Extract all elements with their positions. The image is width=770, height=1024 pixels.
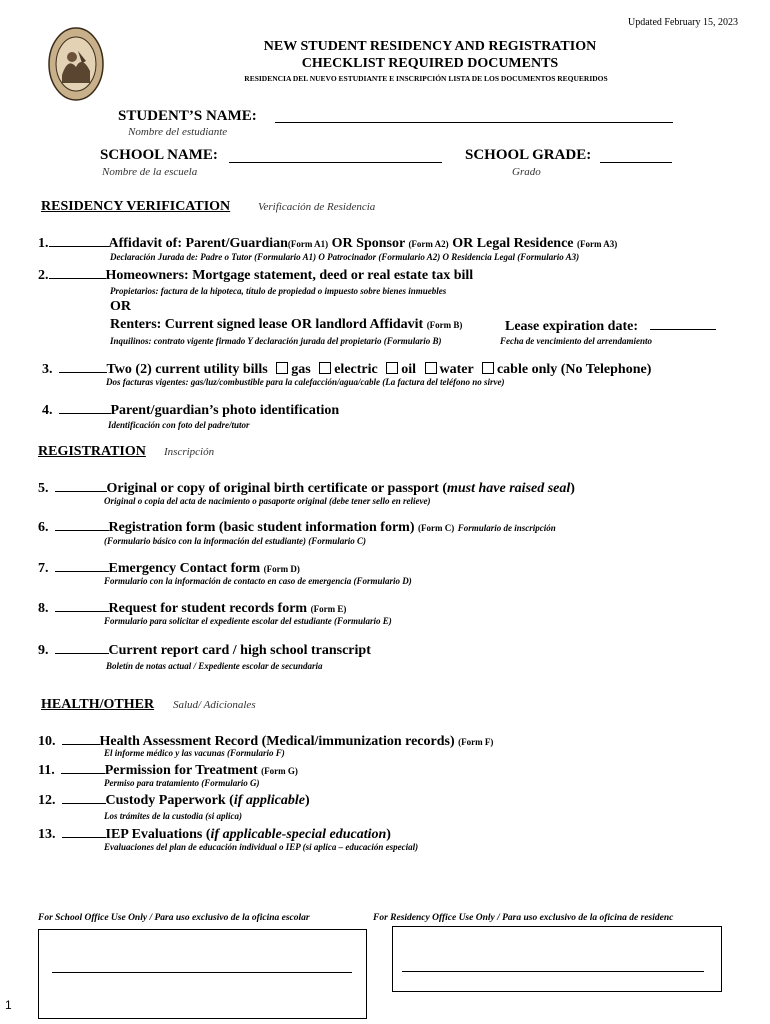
item-9-es: Boletín de notas actual / Expediente escolar de secundaria	[106, 661, 323, 671]
water-checkbox[interactable]	[425, 362, 437, 374]
health-heading: HEALTH/OTHER	[41, 697, 155, 712]
item-3-blank[interactable]	[59, 360, 107, 373]
item-1-blank[interactable]	[49, 234, 109, 247]
item-2-es: Propietarios: factura de la hipoteca, título de propiedad o impuesto sobre bienes inmuebles	[110, 286, 447, 296]
school-name-field[interactable]	[229, 162, 442, 163]
item-10-es: El informe médico y las vacunas (Formulario F)	[104, 748, 285, 758]
title-line-1: NEW STUDENT RESIDENCY AND REGISTRATION	[263, 39, 597, 54]
item-7-blank[interactable]	[55, 559, 109, 572]
item-12-es: Los trámites de la custodia (si aplica)	[104, 811, 242, 821]
residency-office-signature-line[interactable]	[402, 971, 704, 972]
item-3: 3. Two (2) current utility bills gas electric oil water cable only (No Telephone)	[42, 362, 652, 377]
renters-line: Renters: Current signed lease OR landlord Affidavit (Form B)	[110, 317, 463, 332]
updated-date: Updated February 15, 2023	[628, 17, 738, 28]
item-13: 13. IEP Evaluations (if applicable-special education)	[38, 827, 391, 842]
item-7-es: Formulario con la información de contacto en caso de emergencia (Formulario D)	[104, 576, 412, 586]
item-6-es: (Formulario básico con la información del estudiante) (Formulario C)	[104, 536, 367, 546]
page-number: 1	[5, 998, 12, 1012]
item-11-es: Permiso para tratamiento (Formulario G)	[104, 778, 260, 788]
item-5-blank[interactable]	[55, 479, 107, 492]
item-5: 5. Original or copy of original birth certificate or passport (must have raised seal)	[38, 481, 575, 496]
item-4-blank[interactable]	[59, 401, 111, 414]
item-13-blank[interactable]	[62, 825, 106, 838]
item-10-blank[interactable]	[62, 732, 100, 745]
registration-heading: REGISTRATION	[38, 444, 146, 459]
lease-es: Fecha de vencimiento del arrendamiento	[500, 336, 652, 346]
cable-checkbox[interactable]	[482, 362, 494, 374]
school-office-label: For School Office Use Only / Para uso exclusivo de la oficina escolar	[38, 913, 310, 923]
item-4-es: Identificación con foto del padre/tutor	[108, 420, 250, 430]
registration-heading-es: Inscripción	[164, 446, 215, 458]
item-7: 7. Emergency Contact form (Form D)	[38, 561, 300, 576]
residency-heading: RESIDENCY VERIFICATION	[41, 199, 231, 214]
item-8-es: Formulario para solicitar el expediente escolar del estudiante (Formulario E)	[104, 616, 392, 626]
electric-checkbox[interactable]	[319, 362, 331, 374]
title-spanish: RESIDENCIA DEL NUEVO ESTUDIANTE E INSCRIPCIÓN LISTA DE LOS DOCUMENTOS REQUERIDOS	[244, 74, 608, 83]
lease-expiration-label: Lease expiration date:	[505, 317, 716, 335]
lease-expiration-field[interactable]	[650, 317, 716, 330]
item-9-blank[interactable]	[55, 641, 109, 654]
item-3-es: Dos facturas vigentes: gas/luz/combustible para la calefacción/agua/cable (La factura del teléfono no sirve)	[106, 377, 505, 387]
school-office-signature-line[interactable]	[52, 972, 352, 973]
item-6-blank[interactable]	[55, 518, 109, 531]
item-11-blank[interactable]	[61, 761, 105, 774]
item-1-es: Declaración Jurada de: Padre o Tutor (Formulario A1) O Patrocinador (Formulario A2) O Residencia Legal (Formulario A3)	[110, 252, 580, 262]
school-grade-field[interactable]	[600, 162, 672, 163]
item-8-blank[interactable]	[55, 599, 109, 612]
item-9: 9. Current report card / high school transcript	[38, 643, 371, 658]
or-label: OR	[110, 299, 131, 314]
item-4: 4. Parent/guardian’s photo identification	[42, 403, 340, 418]
school-name-label: SCHOOL NAME:	[100, 147, 218, 163]
item-6: 6. Registration form (basic student information form) (Form C) Formulario de inscripción	[38, 520, 556, 535]
item-5-es: Original o copia del acta de nacimiento o pasaporte original (debe tener sello en relieve)	[104, 496, 431, 506]
item-13-es: Evaluaciones del plan de educación individual o IEP (si aplica – educación especial)	[104, 842, 419, 852]
item-12: 12. Custody Paperwork (if applicable)	[38, 793, 310, 808]
student-name-label-es: Nombre del estudiante	[128, 126, 228, 138]
school-office-box[interactable]	[38, 929, 367, 1019]
item-2-blank[interactable]	[49, 266, 106, 279]
school-grade-label: SCHOOL GRADE:	[465, 147, 592, 163]
item-2: 2. Homeowners: Mortgage statement, deed or real estate tax bill	[38, 268, 474, 283]
item-12-blank[interactable]	[62, 791, 106, 804]
residency-heading-es: Verificación de Residencia	[258, 201, 376, 213]
residency-office-box[interactable]	[392, 926, 722, 992]
title-line-2: CHECKLIST REQUIRED DOCUMENTS	[301, 56, 559, 71]
item-8: 8. Request for student records form (Form E)	[38, 601, 347, 616]
gas-checkbox[interactable]	[276, 362, 288, 374]
item-1: 1. Affidavit of: Parent/Guardian(Form A1) OR Sponsor (Form A2) OR Legal Residence (Form A3)	[38, 236, 618, 251]
renters-es: Inquilinos: contrato vigente firmado Y declaración jurada del propietario (Formulario B)	[110, 336, 442, 346]
student-name-label: STUDENT’S NAME:	[118, 108, 257, 124]
health-heading-es: Salud/ Adicionales	[173, 699, 256, 711]
residency-office-label: For Residency Office Use Only / Para uso exclusivo de la oficina de residenc	[373, 913, 674, 923]
oil-checkbox[interactable]	[386, 362, 398, 374]
item-10: 10. Health Assessment Record (Medical/immunization records) (Form F)	[38, 734, 494, 749]
school-grade-label-es: Grado	[512, 166, 541, 178]
school-name-label-es: Nombre de la escuela	[102, 166, 198, 178]
student-name-field[interactable]	[275, 122, 673, 123]
item-11: 11. Permission for Treatment (Form G)	[38, 763, 298, 778]
